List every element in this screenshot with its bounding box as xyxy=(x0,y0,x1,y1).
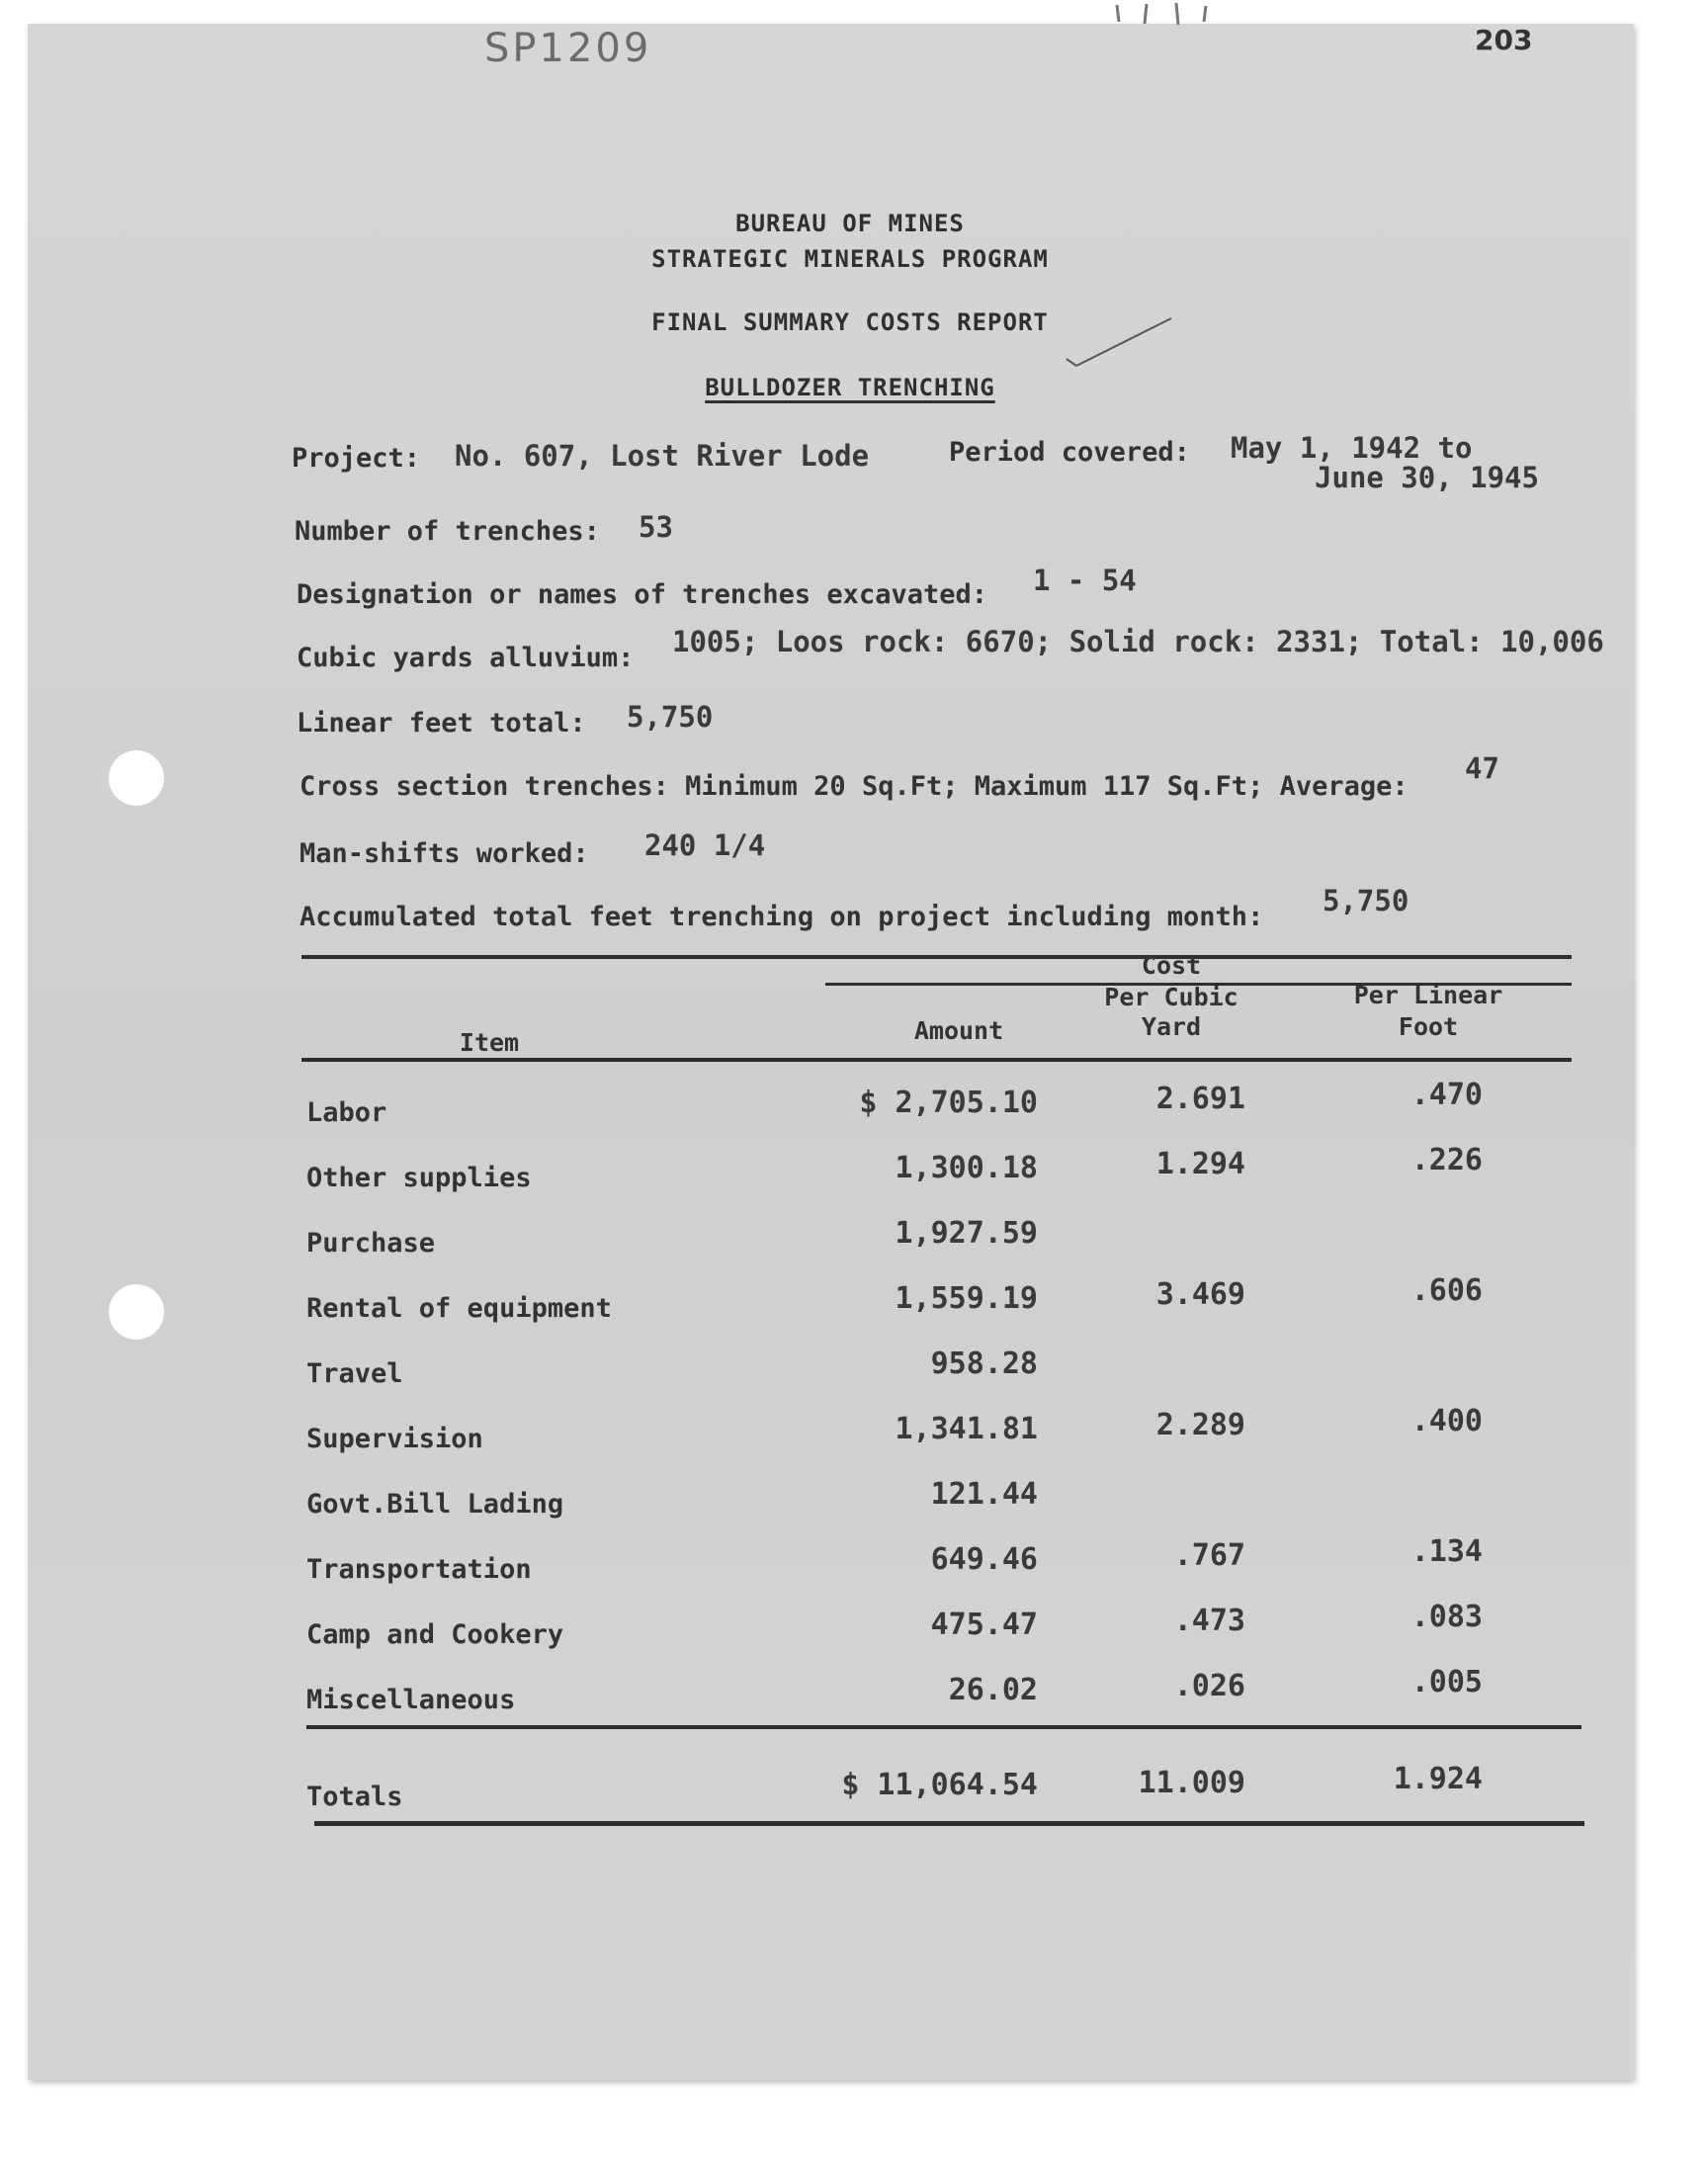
trenches-label: Number of trenches: xyxy=(295,516,600,547)
per-linear-header-2: Foot xyxy=(1398,1012,1459,1041)
punch-hole xyxy=(109,1284,164,1340)
row-amount: $ 2,705.10 xyxy=(859,1086,1038,1120)
item-header: Item xyxy=(459,1028,520,1057)
page-number: 203 xyxy=(1475,24,1533,56)
period-value-line2: June 30, 1945 xyxy=(1315,461,1539,494)
period-label: Period covered: xyxy=(949,437,1190,468)
row-amount: 1,300.18 xyxy=(895,1151,1038,1185)
man-shifts-value: 240 1/4 xyxy=(644,828,766,862)
report-title: FINAL SUMMARY COSTS REPORT xyxy=(651,308,1049,336)
row-amount: 1,927.59 xyxy=(895,1216,1038,1251)
row-per-linear-foot: .470 xyxy=(1410,1078,1483,1112)
program-heading: STRATEGIC MINERALS PROGRAM xyxy=(651,245,1049,273)
accumulated-label: Accumulated total feet trenching on project including month: xyxy=(299,902,1264,932)
linear-feet-value: 5,750 xyxy=(627,700,714,734)
accumulated-value: 5,750 xyxy=(1323,884,1409,917)
designation-value: 1 - 54 xyxy=(1033,564,1137,597)
report-subtitle: BULLDOZER TRENCHING xyxy=(705,374,995,401)
per-cubic-header-1: Per Cubic xyxy=(1104,983,1238,1011)
per-linear-header-1: Per Linear xyxy=(1353,981,1503,1009)
row-per-cubic-yard: .026 xyxy=(1173,1669,1245,1703)
totals-label: Totals xyxy=(306,1782,403,1812)
period-value-line1: May 1, 1942 to xyxy=(1231,431,1473,465)
row-per-cubic-yard: 2.289 xyxy=(1155,1408,1245,1442)
totals-amount: $ 11,064.54 xyxy=(841,1768,1038,1802)
amount-header: Amount xyxy=(913,1016,1004,1045)
totals-top-rule xyxy=(306,1725,1581,1729)
row-per-linear-foot: .400 xyxy=(1410,1404,1483,1438)
totals-per-cubic-yard: 11.009 xyxy=(1138,1766,1245,1800)
row-item: Transportation xyxy=(306,1554,532,1585)
cost-header: Cost xyxy=(1141,951,1202,980)
row-item: Camp and Cookery xyxy=(306,1619,564,1650)
table-top-rule xyxy=(301,955,1572,959)
cross-section-average: 47 xyxy=(1465,751,1499,785)
row-item: Rental of equipment xyxy=(306,1293,612,1324)
row-amount: 958.28 xyxy=(930,1347,1038,1381)
row-item: Purchase xyxy=(306,1228,436,1259)
trenches-value: 53 xyxy=(639,510,673,544)
per-cubic-header-2: Yard xyxy=(1141,1012,1202,1041)
row-per-cubic-yard: .473 xyxy=(1173,1604,1245,1638)
handwritten-stamp: SP1209 xyxy=(484,26,652,71)
cubic-yards-label: Cubic yards alluvium: xyxy=(297,643,635,673)
row-per-cubic-yard: 3.469 xyxy=(1155,1277,1245,1312)
cubic-yards-value: 1005; Loos rock: 6670; Solid rock: 2331; Total: 10,006 xyxy=(672,625,1604,658)
cut-off-handwriting xyxy=(1107,0,1305,30)
linear-feet-label: Linear feet total: xyxy=(297,708,586,739)
row-per-linear-foot: .226 xyxy=(1410,1143,1483,1177)
row-item: Supervision xyxy=(306,1424,483,1454)
cross-section-label: Cross section trenches: Minimum 20 Sq.Ft; Maximum 117 Sq.Ft; Average: xyxy=(299,771,1409,802)
project-value: No. 607, Lost River Lode xyxy=(455,439,870,473)
row-amount: 1,559.19 xyxy=(895,1281,1038,1316)
row-amount: 121.44 xyxy=(930,1477,1038,1512)
man-shifts-label: Man-shifts worked: xyxy=(299,838,589,869)
row-per-linear-foot: .134 xyxy=(1410,1534,1483,1569)
check-mark xyxy=(1063,314,1176,369)
row-per-linear-foot: .606 xyxy=(1410,1273,1483,1308)
row-item: Travel xyxy=(306,1358,403,1389)
totals-bottom-rule xyxy=(314,1821,1584,1826)
row-per-cubic-yard: 1.294 xyxy=(1155,1147,1245,1181)
row-per-linear-foot: .083 xyxy=(1410,1600,1483,1634)
row-amount: 26.02 xyxy=(948,1673,1038,1707)
row-amount: 649.46 xyxy=(930,1542,1038,1577)
row-per-cubic-yard: 2.691 xyxy=(1155,1082,1245,1116)
row-amount: 475.47 xyxy=(930,1608,1038,1642)
agency-heading: BUREAU OF MINES xyxy=(735,210,965,237)
row-item: Other supplies xyxy=(306,1163,532,1193)
designation-label: Designation or names of trenches excavated: xyxy=(297,579,987,610)
row-item: Govt.Bill Lading xyxy=(306,1489,564,1520)
row-amount: 1,341.81 xyxy=(895,1412,1038,1446)
totals-per-linear-foot: 1.924 xyxy=(1393,1762,1483,1796)
row-per-linear-foot: .005 xyxy=(1410,1665,1483,1699)
row-item: Miscellaneous xyxy=(306,1685,516,1715)
row-item: Labor xyxy=(306,1097,387,1128)
header-bottom-rule xyxy=(301,1058,1572,1062)
punch-hole xyxy=(109,750,164,806)
row-per-cubic-yard: .767 xyxy=(1173,1538,1245,1573)
project-label: Project: xyxy=(292,443,421,474)
